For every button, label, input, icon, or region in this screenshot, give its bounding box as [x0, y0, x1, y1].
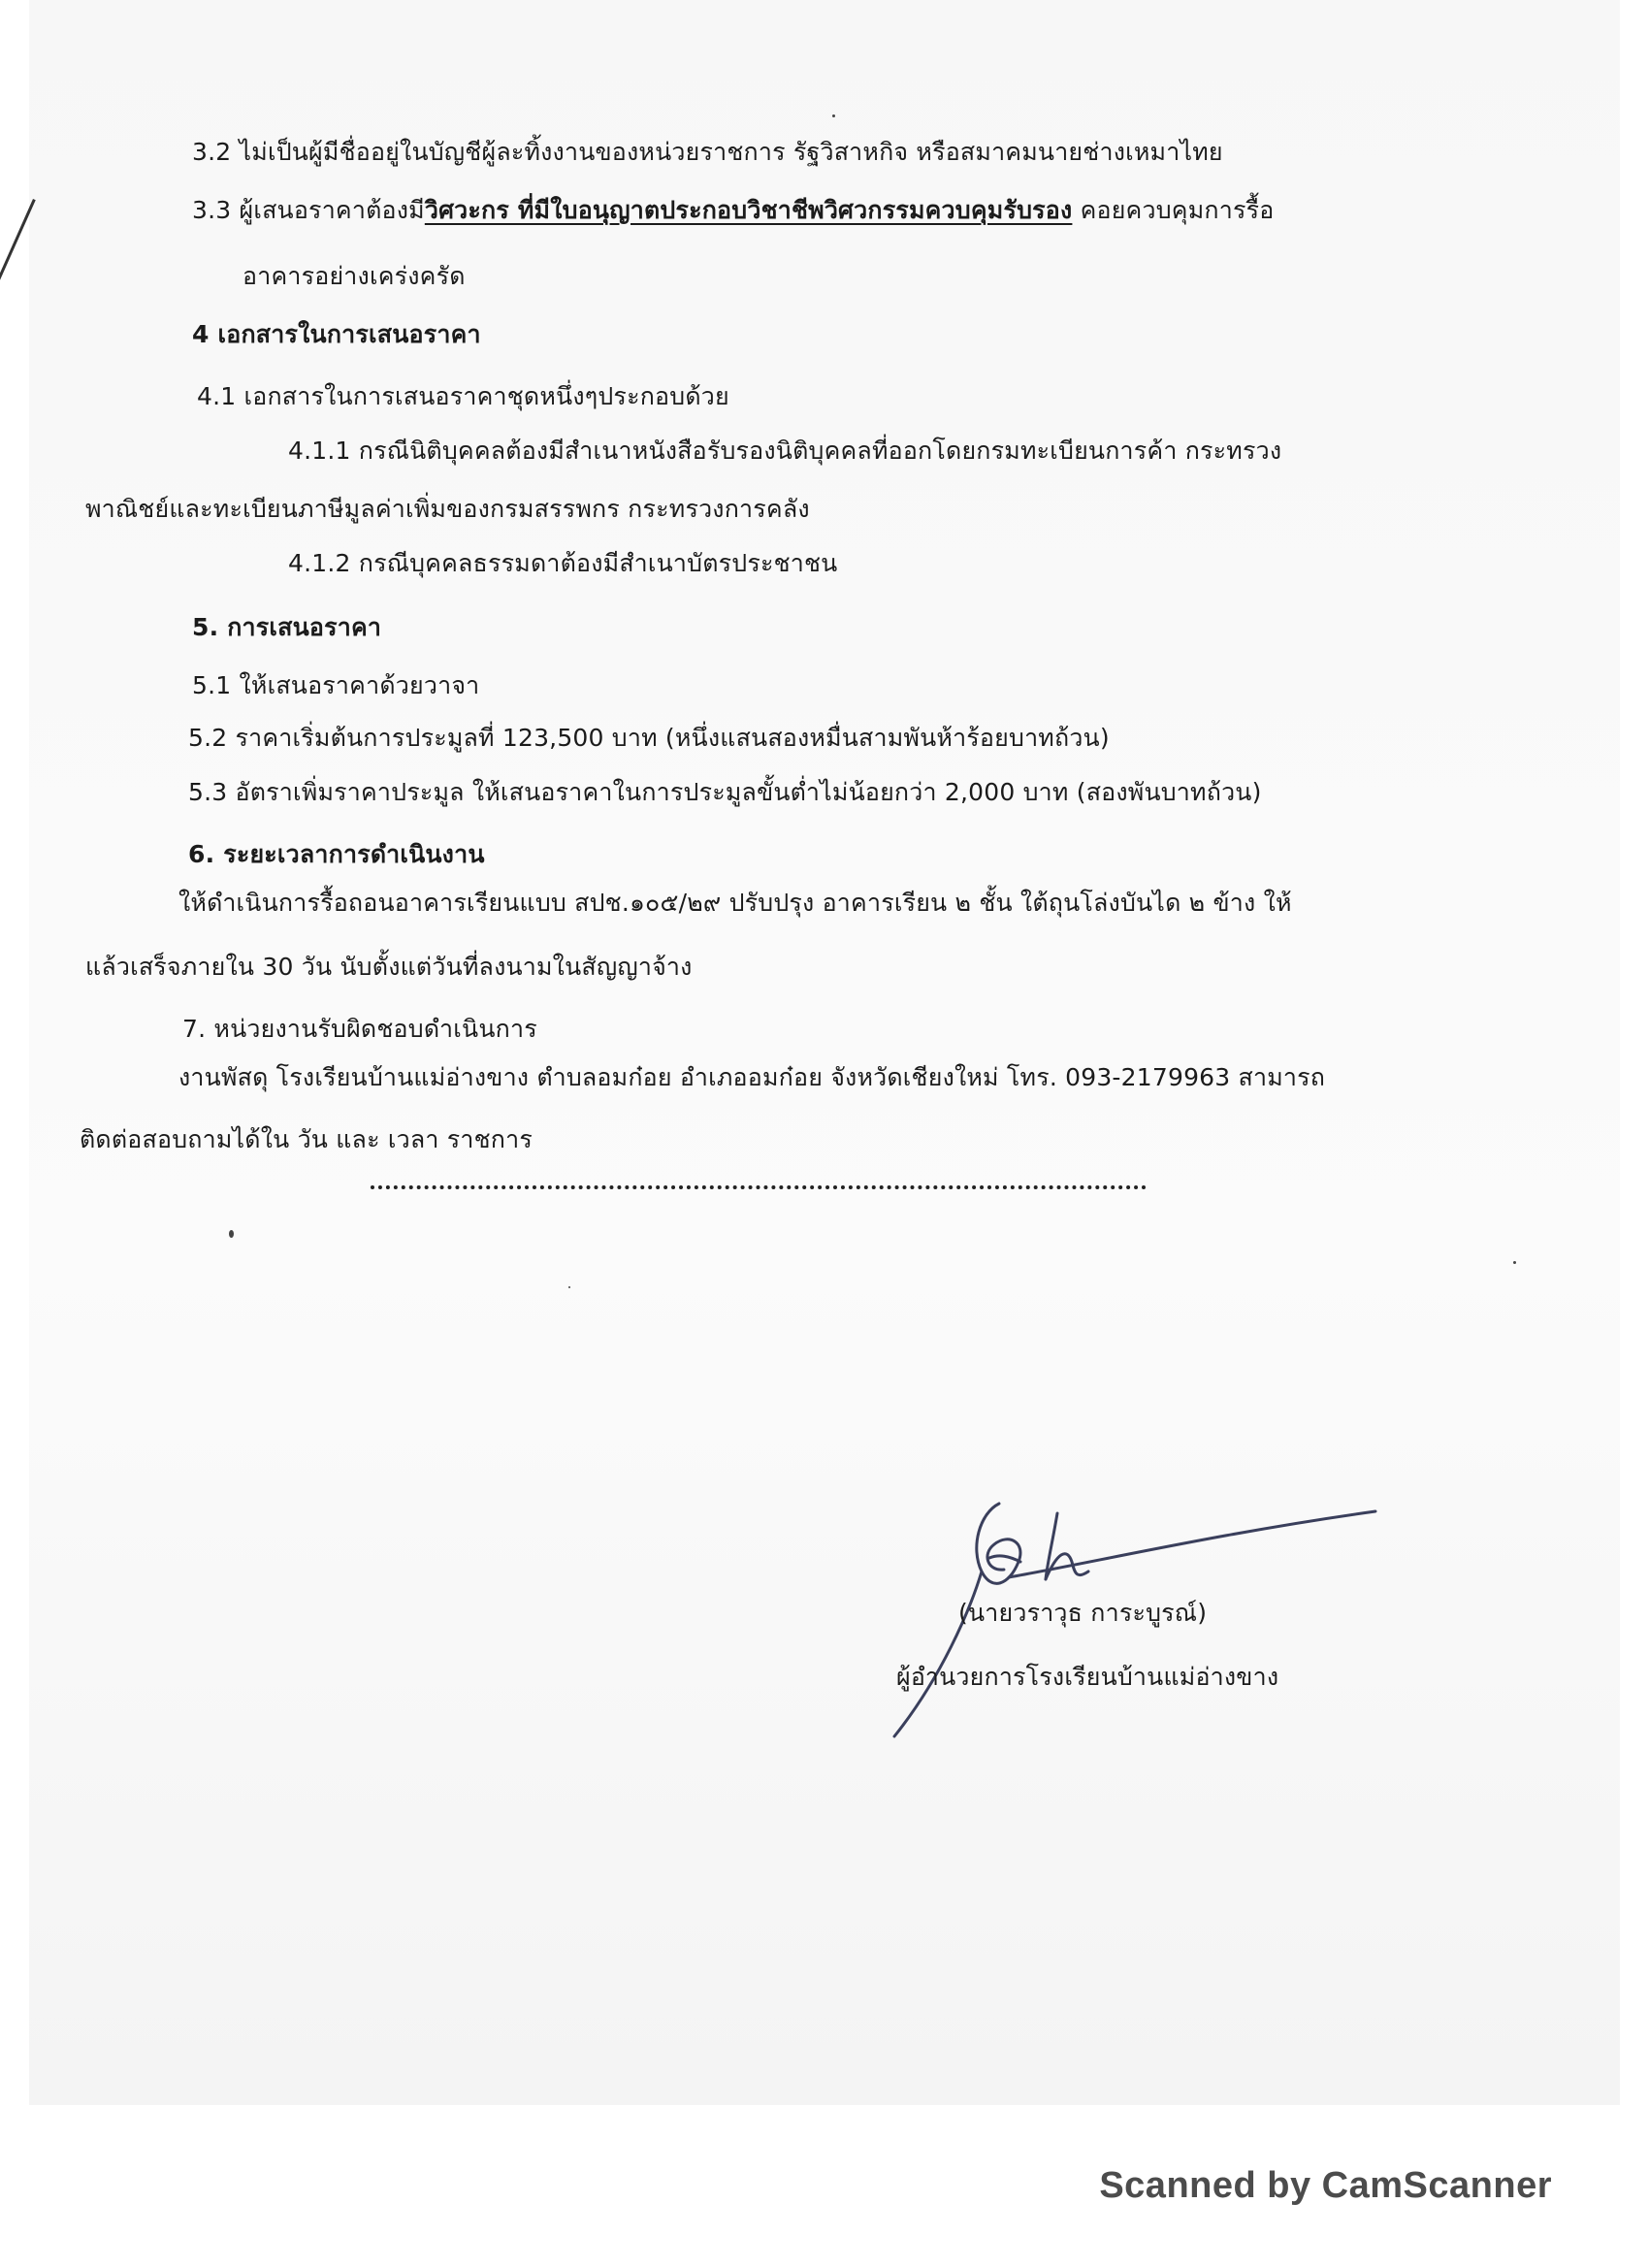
clause-3-3-underlined: วิศวะกร ที่มีใบอนุญาตประกอบวิชาชีพวิศวกรรมควบคุมรับรอง: [424, 196, 1073, 224]
clause-4-1-2: 4.1.2 กรณีบุคคลธรรมดาต้องมีสำเนาบัตรประชาชน: [288, 549, 838, 577]
heading-section-6: 6. ระยะเวลาการดำเนินงาน: [188, 840, 485, 868]
clause-4-1: 4.1 เอกสารในการเสนอราคาชุดหนึ่งๆประกอบด้วย: [197, 382, 729, 410]
clause-5-1: 5.1 ให้เสนอราคาด้วยวาจา: [192, 671, 480, 699]
clause-3-3: [192, 194, 1274, 227]
clause-4-1-1: 4.1.1 กรณีนิติบุคคลต้องมีสำเนาหนังสือรับรองนิติบุคคลที่ออกโดยกรมทะเบียนการค้า กระทรวง: [288, 437, 1282, 465]
scan-background: [29, 0, 1620, 2105]
clause-5-2: 5.2 ราคาเริ่มต้นการประมูลที่ 123,500 บาท (หนึ่งแสนสองหมื่นสามพันห้าร้อยบาทถ้วน): [188, 724, 1110, 752]
signatory-position: ผู้อำนวยการโรงเรียนบ้านแม่อ่างขาง: [896, 1663, 1279, 1691]
clause-5-3: 5.3 อัตราเพิ่มราคาประมูล ให้เสนอราคาในการประมูลขั้นต่ำไม่น้อยกว่า 2,000 บาท (สองพันบาทถ้วน): [188, 778, 1262, 806]
clause-3-3-continuation: อาคารอย่างเคร่งครัด: [242, 262, 466, 290]
end-of-text-dotted-line: [371, 1185, 1147, 1189]
scan-speck: [229, 1230, 234, 1238]
signatory-name: (นายวราวุธ การะบูรณ์): [958, 1599, 1208, 1627]
clause-3-2: 3.2 ไม่เป็นผู้มีชื่ออยู่ในบัญชีผู้ละทิ้งงานของหน่วยราชการ รัฐวิสาหกิจ หรือสมาคมนายช่างเหมาไทย: [192, 138, 1223, 166]
heading-section-7: 7. หน่วยงานรับผิดชอบดำเนินการ: [182, 1015, 537, 1043]
clause-6-continuation: แล้วเสร็จภายใน 30 วัน นับตั้งแต่วันที่ลงนามในสัญญาจ้าง: [85, 953, 693, 981]
scan-speck: [832, 114, 835, 117]
camscanner-watermark: Scanned by CamScanner: [1099, 2165, 1552, 2206]
clause-7-continuation: ติดต่อสอบถามได้ใน วัน และ เวลา ราชการ: [80, 1125, 533, 1153]
clause-7: งานพัสดุ โรงเรียนบ้านแม่อ่างขาง ตำบลอมก๋อย อำเภออมก๋อย จังหวัดเชียงใหม่ โทร. 093-2179963 สามารถ: [178, 1063, 1326, 1091]
heading-section-4: 4 เอกสารในการเสนอราคา: [192, 320, 481, 348]
clause-3-3-suffix: คอยควบคุมการรื้อ: [1072, 196, 1275, 224]
scan-speck: [1513, 1261, 1516, 1264]
clause-4-1-1-continuation: พาณิชย์และทะเบียนภาษีมูลค่าเพิ่มของกรมสรรพกร กระทรวงการคลัง: [85, 495, 810, 523]
clause-3-3-prefix: 3.3 ผู้เสนอราคาต้องมี: [192, 196, 425, 224]
clause-6: ให้ดำเนินการรื้อถอนอาคารเรียนแบบ สปช.๑๐๕/๒๙ ปรับปรุง อาคารเรียน ๒ ชั้น ใต้ถุนโล่งบันได ๒ ข้าง ให้: [178, 889, 1292, 917]
signature-scribble: [873, 1494, 1397, 1766]
scan-speck: [568, 1286, 570, 1288]
heading-section-5: 5. การเสนอราคา: [192, 613, 382, 641]
